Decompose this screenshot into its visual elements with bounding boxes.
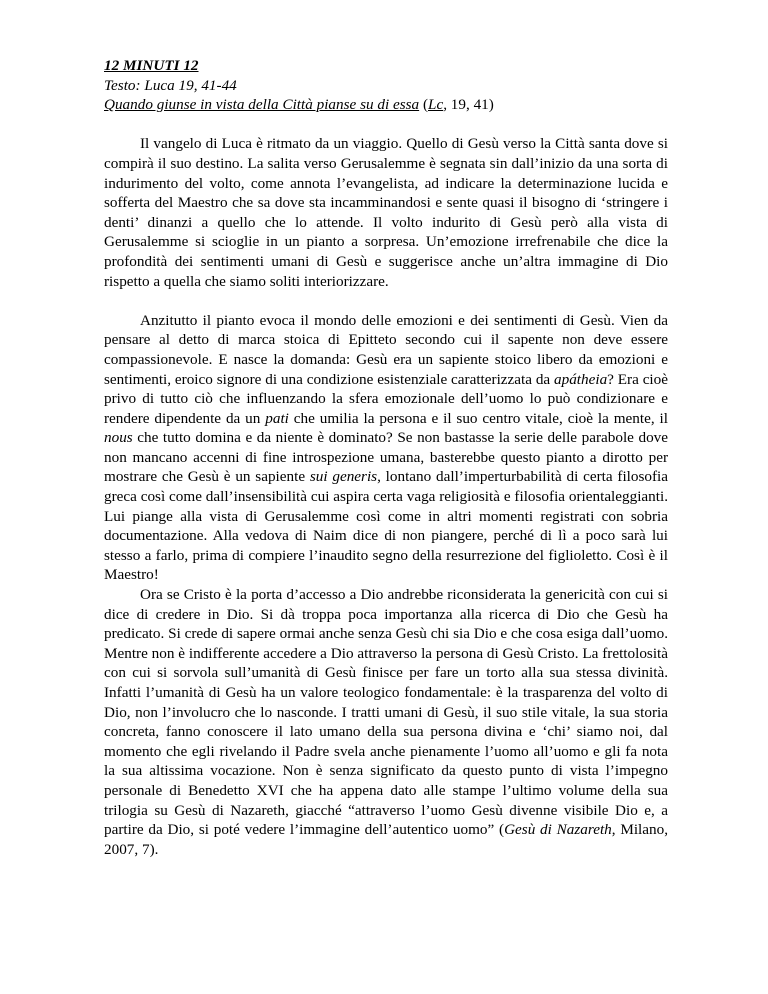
p2-text-d: che tutto domina e da niente è dominato? Se non bastasse la serie delle parabole dove non mancano accenni di fine introspezione umana, basterebbe questo pianto a dirotto per mostrare che Gesù è un sapiente [104,429,668,486]
p2-text-e: , lontano dall’imperturbabilità di certa filosofia greca così come dall’insensibilità cui aspira certa vaga religiosità e filosofia orientaleggianti. Lui piange alla vista di Gerusalemme così come in altri momenti registrati con sobria documentazione. Alla vedova di Naim dice di non piangere, perché di lì a poco sarà lui stesso a farlo, prima di compiere l’inaudito segno della resurrezione del figlioletto. Così è il Maestro! [104,468,668,584]
paragraph-1: Il vangelo di Luca è ritmato da un viaggio. Quello di Gesù verso la Città santa dove si compirà il suo destino. La salita verso Gerusalemme è segnata sin dall’inizio da una sorta di indurimento del volto, come annota l’evangelista, ad indicare la determinazione lucida e sofferta del Maestro che sa dove sta incamminandosi e sente quasi il bisogno di ‘stringere i denti’ dinanzi a quello che lo attende. Il volto indurito di Gesù però alla vista di Gerusalemme si scioglie in un pianto a sorpresa. Un’emozione irrefrenabile che dice la profondità dei sentimenti umani di Gesù e suggerisce anche un’altra immagine di Dio rispetto a quella che siamo soliti interiorizzare. [104,135,668,290]
book-title: Gesù di Nazareth [504,821,612,839]
quote-open: ( [419,96,428,114]
p3-text-a: Ora se Cristo è la porta d’accesso a Dio andrebbe riconsiderata la genericità con cui si dice di credere in Dio. Si dà troppa poca importanza alla ricerca di Dio che Gesù ha predicato. Si crede di sapere ormai anche senza Gesù chi sia Dio e che cosa esiga dall’uomo. Mentre non è indifferente accedere a Dio attraverso la persona di Gesù Cristo. La frettolosità con cui si sorvola sull’umanità di Gesù finisce per fare un torto alla sua stessa divinità. Infatti l’umanità di Gesù ha un valore teologico fondamentale: è la trasparenza del volto di Dio, non l’involucro che lo nasconde. I tratti umani di Gesù, il suo stile vitale, la sua storia concreta, fanno conoscere il lato umano della sua persona divina e ‘chi’ siamo noi, dal momento che egli rivelando il Padre svela anche pienamente l’uomo all’uomo e gli fa nota la sua altissima vocazione. Non è senza significato da questo punto di vista l’impegno personale di Benedetto XVI che ha appena dato alle stampe l’ultimo volume della sua trilogia su Gesù di Nazareth, giacché “attraverso l’uomo Gesù divenne visibile Dio e, a partire da Dio, si poté vedere l’immagine dell’autentico uomo” ( [104,586,668,839]
scripture-quote [104,95,668,115]
p2-text-b: ? Era cioè privo di tutto ciò che influenzando la sfera emozionale dell’uomo lo può condizionare e rendere dipendente da un [104,370,668,427]
term-nous: nous [104,429,133,447]
paragraph-3 [104,585,668,859]
quote-text: Quando giunse in vista della Città pianse su di essa [104,96,420,114]
quote-book: Lc [428,96,444,114]
document-title: 12 MINUTI 12 [104,57,199,74]
spacer [104,115,668,135]
quote-ref: , 19, 41) [443,96,494,114]
document-page [104,56,668,859]
p2-text-a: Anzitutto il pianto evoca il mondo delle emozioni e dei sentimenti di Gesù. Vien da pensare al detto di marca stoica di Epitteto secondo cui il sapente non deve essere compassionevole. E nasce la domanda: Gesù era un sapiente stoico libero da emozioni e sentimenti, eroico signore di una condizione esistenziale caratterizzata da [104,311,668,388]
spacer [104,291,668,311]
scripture-reference: Testo: Luca 19, 41-44 [104,76,237,94]
p3-text-b: , Milano, 2007, 7). [104,821,668,858]
p2-text-c: che umilia la persona e il suo centro vitale, cioè la mente, il [288,409,668,427]
term-pati: pati [265,409,289,427]
term-sui-generis: sui generis [309,468,378,486]
paragraph-2 [104,311,668,585]
term-apatheia: apátheia [554,370,608,388]
